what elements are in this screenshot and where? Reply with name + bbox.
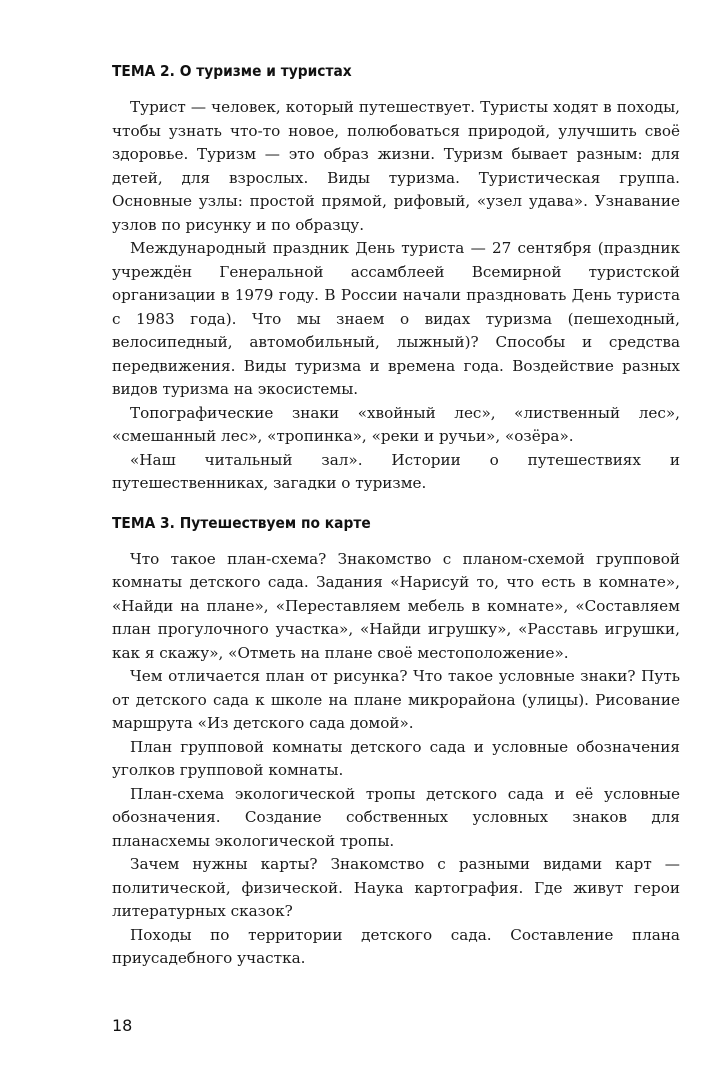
topic3-paragraph: План групповой комнаты детского сада и условные обозначения уголков групповой комнаты. bbox=[112, 737, 680, 779]
topic2-paragraph: Международный праздник День туриста — 27 сентября (праздник учреждён Генеральной ассамблеей Всемирной туристской организации в 1979 году. В России начали праздновать День туриста с 1983 года). Что мы знаем о видах туризма (пешеходный, велосипедный, автомобильный, лыжный)? Способы и средства передвижения. Виды туризма и времена года. Воздействие разных видов туризма на экосистемы. bbox=[112, 239, 680, 398]
topic3-paragraph: Зачем нужны карты? Знакомство с разными видами карт — политической, физической. Наука картография. Где живут герои литературных сказок? bbox=[112, 855, 680, 920]
topic2-heading: ТЕМА 2. О туризме и туристах bbox=[112, 62, 352, 80]
topic3-heading: ТЕМА 3. Путешествуем по карте bbox=[112, 513, 371, 532]
topic3-paragraph: План-схема экологической тропы детского сада и её условные обозначения. Создание собственных условных знаков для планасхемы экологической тропы. bbox=[112, 784, 680, 850]
topic3-paragraph: Чем отличается план от рисунка? Что такое условные знаки? Путь от детского сада к школе на плане микрорайона (улицы). Рисование маршрута «Из детского сада домой». bbox=[112, 667, 680, 732]
topic2-paragraph: Турист — человек, который путешествует. Туристы ходят в походы, чтобы узнать что-то новое, полюбоваться природой, улучшить своё здоровье. Туризм — это образ жизни. Туризм бывает разным: для детей, для взрослых. Виды туризма. Туристическая группа. Основные узлы: простой прямой, рифовый, «узел удава». Узнавание узлов по рисунку и по образцу. bbox=[112, 98, 680, 234]
topic2-paragraph: «Наш читальный зал». Истории о путешествиях и путешественниках, загадки о туризме. bbox=[112, 450, 680, 492]
page-number: 18 bbox=[112, 1016, 133, 1035]
page-content bbox=[112, 62, 680, 971]
topic3-paragraph: Что такое план-схема? Знакомство с планом-схемой групповой комнаты детского сада. Задания «Нарисуй то, что есть в комнате», «Найди на плане», «Переставляем мебель в комнате», «Составляем план прогулочного участка», «Найди игрушку», «Расставь игрушки, как я скажу», «Отметь на плане своё местоположение». bbox=[112, 549, 680, 662]
topic2-paragraph: Топографические знаки «хвойный лес», «лиственный лес», «смешанный лес», «тропинка», «реки и ручьи», «озёра». bbox=[112, 403, 680, 445]
topic3-body bbox=[112, 548, 680, 971]
topic3-paragraph: Походы по территории детского сада. Составление плана приусадебного участка. bbox=[112, 925, 680, 967]
topic2-body bbox=[112, 96, 680, 496]
